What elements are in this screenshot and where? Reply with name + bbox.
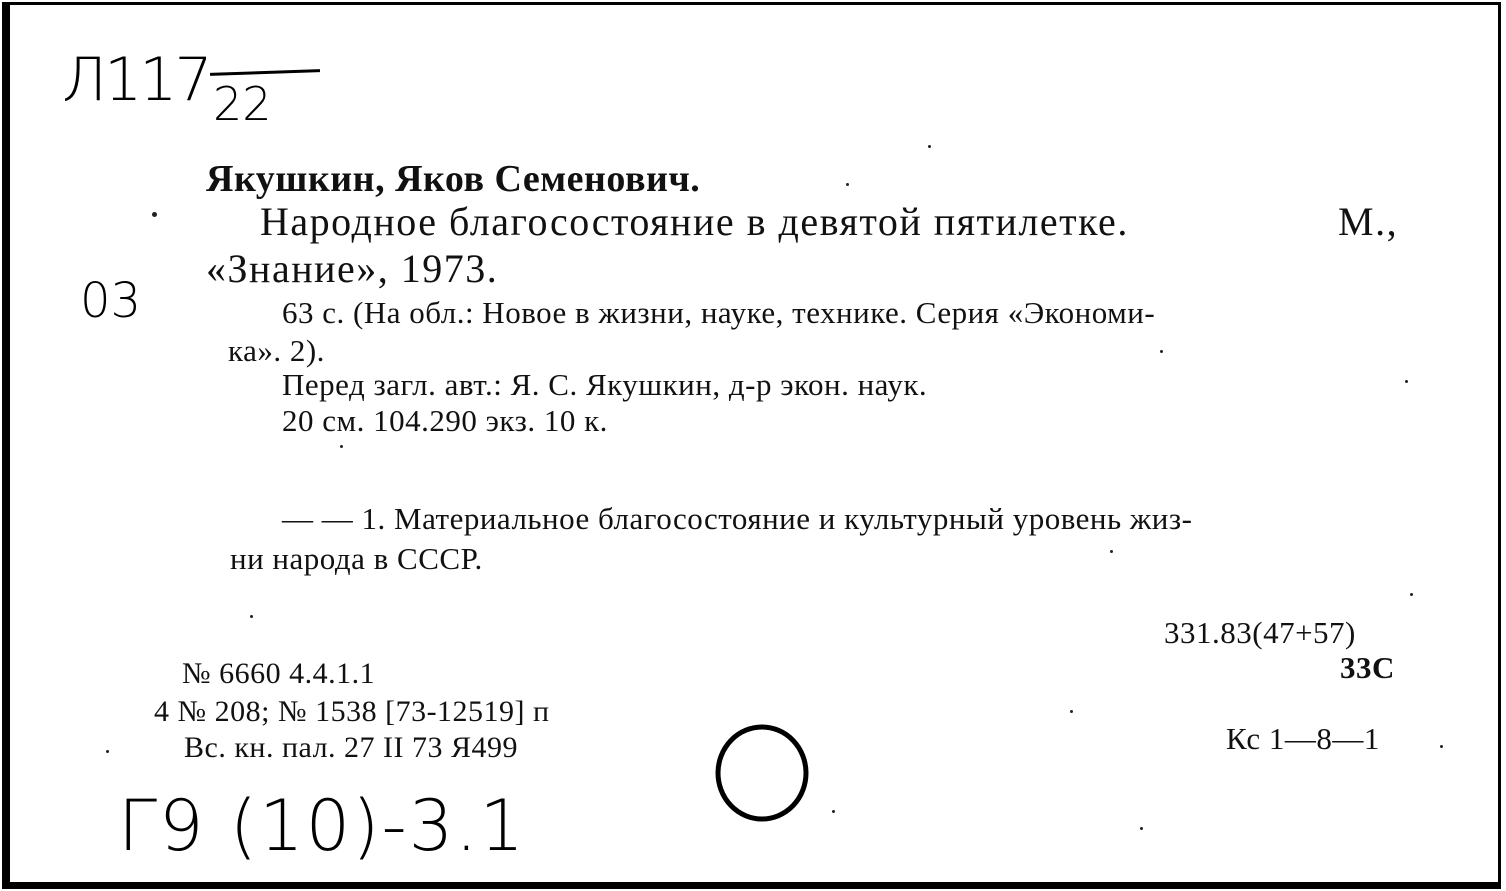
handwritten-shelfmark: Л117 bbox=[62, 45, 210, 115]
accession-line-2: 4 № 208; № 1538 [73-12519] п bbox=[154, 695, 550, 728]
scan-speck bbox=[1160, 350, 1163, 353]
scan-speck bbox=[832, 810, 835, 813]
catalog-card bbox=[2, 2, 1501, 889]
scan-speck bbox=[1140, 827, 1143, 830]
reference-code: Кс 1—8—1 bbox=[1226, 721, 1380, 756]
scan-speck bbox=[1410, 593, 1413, 596]
scan-speck bbox=[928, 145, 931, 148]
scan-speck bbox=[1070, 710, 1073, 713]
scan-speck bbox=[152, 212, 157, 217]
punch-hole-circle bbox=[712, 723, 812, 823]
collation-line-1: 63 с. (На обл.: Новое в жизни, науке, технике. Серия «Экономи- bbox=[282, 295, 1156, 330]
fraction-bar bbox=[210, 69, 320, 76]
scan-speck bbox=[340, 445, 343, 448]
publication-place: М., bbox=[1338, 199, 1399, 244]
classification-index: 331.83(47+57) bbox=[1164, 615, 1356, 650]
author-heading: Якушкин, Яков Семенович. bbox=[206, 158, 701, 200]
scan-speck bbox=[106, 750, 109, 753]
subject-line-1: — — 1. Материальное благосостояние и культурный уровень жиз- bbox=[282, 501, 1193, 536]
scan-speck bbox=[1440, 745, 1443, 748]
size-edition-price: 20 см. 104.290 экз. 10 к. bbox=[282, 403, 608, 438]
author-mark: 33С bbox=[1340, 650, 1395, 685]
accession-line-1: № 6660 4.4.1.1 bbox=[182, 657, 376, 690]
author-note: Перед загл. авт.: Я. С. Якушкин, д-р экон. наук. bbox=[282, 367, 928, 402]
accession-line-3: Вс. кн. пал. 27 II 73 Я499 bbox=[184, 731, 519, 764]
title-line-1: Народное благосостояние в девятой пятилетке. bbox=[260, 199, 1129, 244]
scan-speck bbox=[846, 183, 849, 186]
collation-line-2: ка». 2). bbox=[228, 333, 325, 368]
handwritten-shelfmark-fraction: 22 bbox=[213, 77, 272, 131]
scan-speck bbox=[1110, 550, 1113, 553]
subject-line-2: ни народа в СССР. bbox=[230, 541, 483, 576]
scan-speck bbox=[1405, 380, 1408, 383]
handwritten-bottom-code: Г9 (10)-3.1 bbox=[118, 785, 527, 867]
title-line-2: «Знание», 1973. bbox=[206, 246, 499, 291]
scan-speck bbox=[250, 615, 253, 618]
handwritten-side-mark: 03 bbox=[80, 273, 142, 329]
